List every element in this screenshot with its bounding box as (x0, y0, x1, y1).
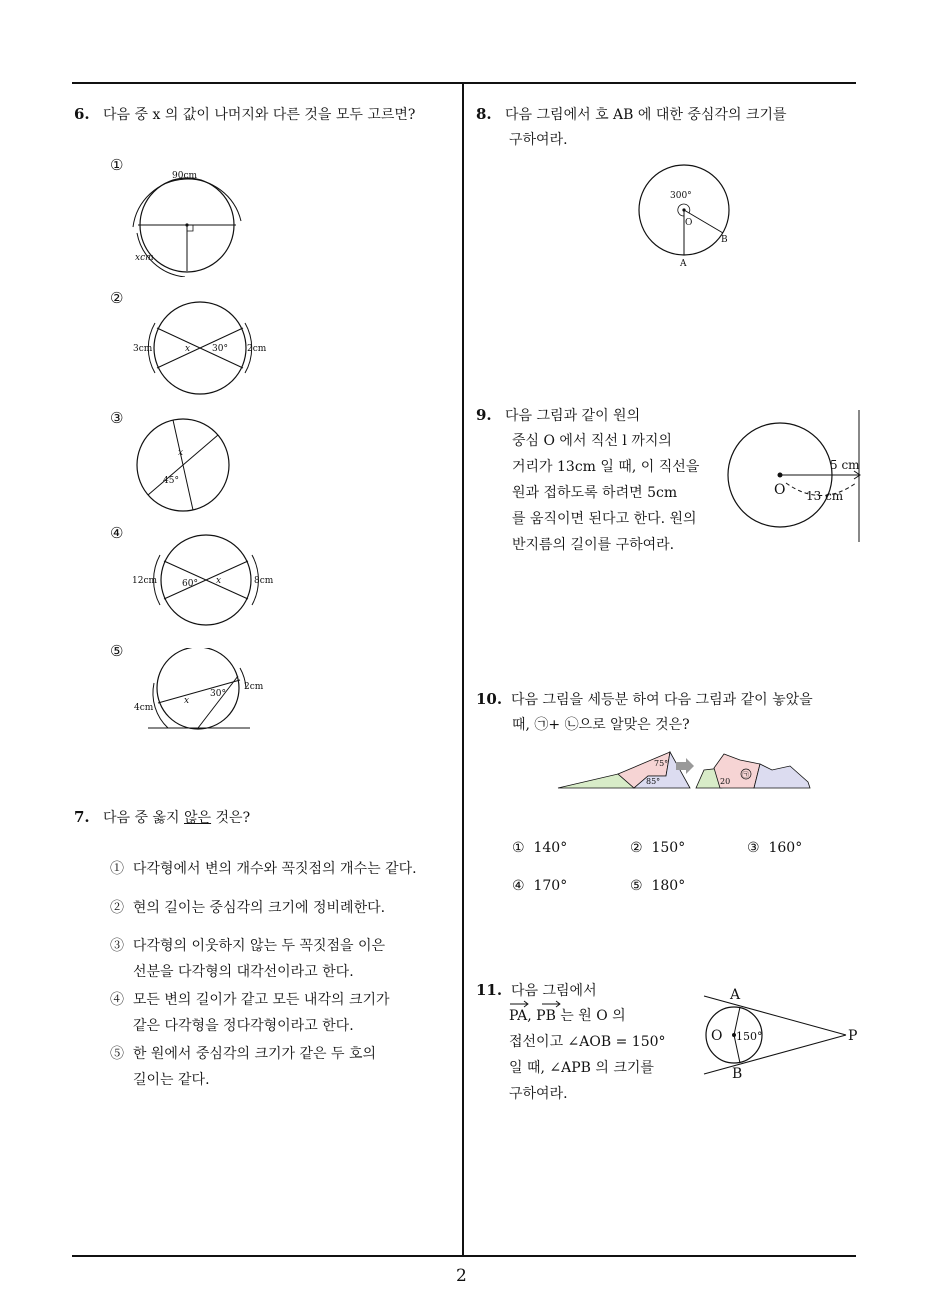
q7-option-3-text-line1: 다각형의 이웃하지 않는 두 꼭짓점을 이은 (132, 938, 386, 954)
q9-line3: 거리가 13cm 일 때, 이 직선을 (512, 459, 700, 475)
q6-option-5-label-4cm: 4cm (134, 703, 154, 713)
q9-line2: 중심 O 에서 직선 l 까지의 (512, 433, 672, 449)
q10-line1: 다음 그림을 세등분 하여 다음 그림과 같이 놓았을 (511, 692, 813, 708)
q7-option-5-text-line1: 한 원에서 중심각의 크기가 같은 두 호의 (132, 1046, 376, 1062)
q7-prompt-before: 다음 중 옳지 (103, 810, 185, 826)
q6-option-4-label-60: 60° (182, 579, 198, 589)
q8-figure (630, 162, 740, 272)
q10-choice-5[interactable] (630, 873, 685, 899)
q6-option-2-marker: ② (110, 289, 124, 307)
q6-option-5-label-x: x (184, 696, 190, 706)
q8-point-b: B (721, 235, 728, 245)
q10-choice-2[interactable] (630, 835, 685, 861)
page-number: 2 (456, 1266, 467, 1286)
q11-point-p: P (848, 1028, 858, 1044)
q11-line4: 일 때, ∠APB 의 크기를 (509, 1060, 654, 1076)
q11-angle-label: 150° (736, 1030, 763, 1043)
q6-option-4-marker: ④ (110, 524, 124, 542)
q11-line1: 다음 그림에서 (511, 983, 597, 999)
q6-option-2-label-x: x (185, 344, 191, 354)
q6-number: 6. (74, 105, 90, 123)
q8-center-label: O (685, 218, 693, 228)
q10-choice-2-value: 150° (651, 840, 686, 856)
q10-choice-4-marker: ④ (512, 878, 525, 894)
q10-choice-5-marker: ⑤ (630, 878, 643, 894)
q10-line1-row (476, 686, 813, 713)
q9-line4: 원과 접하도록 하려면 5cm (512, 485, 678, 501)
q10-choice-5-value: 180° (651, 878, 686, 894)
q6-option-2-label-3cm: 3cm (133, 344, 153, 354)
q8-prompt (476, 101, 787, 128)
q6-option-4-figure (130, 533, 280, 629)
q8-line2: 구하여라. (509, 132, 568, 148)
q6-option-3-label-45: 45° (163, 476, 179, 486)
q6-option-2-figure (130, 298, 280, 402)
q10-label-75: 75° (654, 759, 669, 768)
q7-option-3 (110, 933, 385, 959)
q6-option-2-label-30: 30° (212, 344, 228, 354)
q6-option-5-marker: ⑤ (110, 642, 124, 660)
q7-option-5-line2: 길이는 같다. (133, 1072, 210, 1088)
q7-option-3-marker: ③ (110, 938, 124, 954)
q7-option-4-marker: ④ (110, 992, 124, 1008)
q10-choice-1-marker: ① (512, 840, 525, 856)
q10-choice-3[interactable] (747, 835, 802, 861)
q10-line2: 때, ㉠+ ㉡으로 알맞은 것은? (512, 717, 690, 733)
q7-option-1 (110, 856, 417, 882)
q9-figure (726, 408, 866, 548)
q10-choice-2-marker: ② (630, 840, 643, 856)
q6-option-5-label-2cm: 2cm (244, 682, 264, 692)
q8-line1: 다음 그림에서 호 AB 에 대한 중심각의 크기를 (505, 107, 787, 123)
q7-option-5 (110, 1041, 376, 1067)
q11-point-o: O (711, 1028, 723, 1044)
top-rule (72, 82, 856, 84)
q11-point-a: A (730, 987, 741, 1003)
q6-option-1-label-x: xcm (135, 253, 154, 263)
q9-line5: 를 움직이면 된다고 한다. 원의 (512, 511, 697, 527)
q9-move-label: 5 cm (830, 458, 860, 472)
q10-choice-4[interactable] (512, 873, 567, 899)
q8-number: 8. (476, 105, 492, 123)
q7-option-1-marker: ① (110, 861, 124, 877)
q11-point-b: B (732, 1066, 743, 1082)
q7-option-3-line2: 선분을 다각형의 대각선이라고 한다. (133, 964, 354, 980)
q10-number: 10. (476, 690, 503, 708)
q6-prompt (74, 101, 415, 128)
q7-option-4 (110, 987, 390, 1013)
q7-option-4-line2: 같은 다각형을 정다각형이라고 한다. (133, 1018, 354, 1034)
q8-point-a: A (680, 259, 687, 269)
q6-option-3-figure (128, 415, 238, 515)
q6-option-5-figure (128, 648, 278, 738)
q6-option-2-label-2cm: 2cm (247, 344, 267, 354)
q9-number: 9. (476, 406, 492, 424)
q8-angle-label: 300° (670, 191, 692, 201)
q7-option-1-text: 다각형에서 변의 개수와 꼭짓점의 개수는 같다. (132, 861, 417, 877)
q9-line1-row (476, 402, 640, 429)
q9-center-label: O (774, 482, 786, 498)
q7-option-2 (110, 895, 385, 921)
q11-line3: 접선이고 ∠AOB = 150° (509, 1034, 666, 1050)
q6-option-5-label-30: 30° (210, 689, 226, 699)
q7-option-2-marker: ② (110, 900, 124, 916)
q10-choice-4-value: 170° (533, 878, 568, 894)
q7-option-5-marker: ⑤ (110, 1046, 124, 1062)
q9-distance-label: 13 cm (806, 489, 844, 503)
column-divider (462, 84, 464, 1256)
q11-number: 11. (476, 981, 503, 999)
q10-choice-3-value: 160° (768, 840, 803, 856)
q10-choice-1[interactable] (512, 835, 567, 861)
q10-label-85: 85° (646, 777, 661, 786)
q7-option-2-text: 현의 길이는 중심각의 크기에 정비례한다. (132, 900, 386, 916)
bottom-rule (72, 1255, 856, 1257)
q11-line5: 구하여라. (509, 1086, 568, 1102)
q6-option-4-label-x: x (216, 576, 222, 586)
q6-option-1-label-90: 90cm (172, 171, 198, 181)
q10-figure (554, 750, 814, 792)
q6-option-4-label-8cm: 8cm (254, 576, 274, 586)
q6-option-1-marker: ① (110, 156, 124, 174)
q6-option-3-label-x: x (178, 448, 184, 458)
q7-option-4-text-line1: 모든 변의 길이가 같고 모든 내각의 크기가 (132, 992, 390, 1008)
q10-choice-1-value: 140° (533, 840, 568, 856)
q10-label-20: 20 (720, 777, 731, 786)
q11-figure (700, 982, 870, 1082)
q10-choice-3-marker: ③ (747, 840, 760, 856)
q9-line6: 반지름의 길이를 구하여라. (512, 537, 675, 553)
q6-prompt-text: 다음 중 x 의 값이 나머지와 다른 것을 모두 고르면? (103, 107, 416, 123)
q7-prompt (74, 804, 250, 831)
q7-number: 7. (74, 808, 90, 826)
q11-line2: PA, PB 는 원 O 의 (509, 1008, 626, 1024)
q6-option-3-marker: ③ (110, 409, 124, 427)
q6-option-4-label-12cm: 12cm (132, 576, 158, 586)
q7-prompt-underlined: 않은 (184, 810, 212, 826)
q6-option-1-figure (125, 165, 250, 277)
q9-line1: 다음 그림과 같이 원의 (505, 408, 641, 424)
q10-label-giyeok: ㉠ (742, 771, 749, 779)
q7-prompt-after: 것은? (211, 810, 251, 826)
